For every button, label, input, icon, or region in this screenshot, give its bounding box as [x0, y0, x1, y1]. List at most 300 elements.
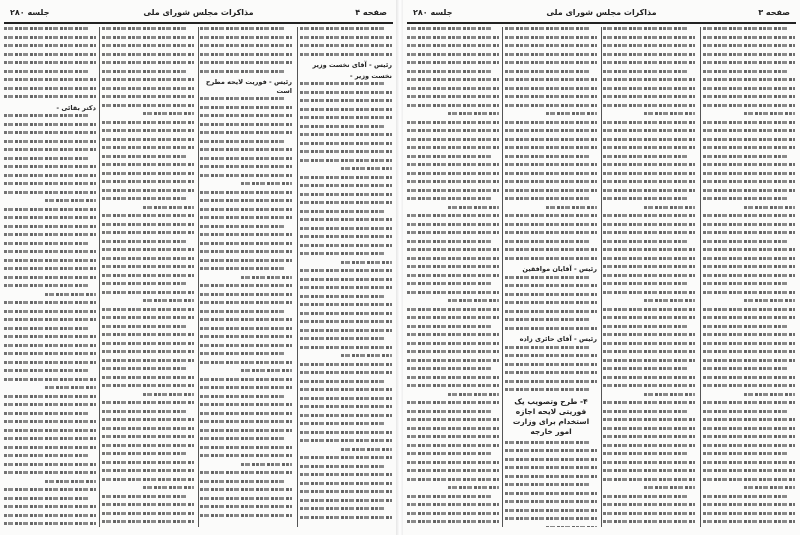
text-line [200, 157, 292, 160]
text-line [744, 393, 795, 396]
text-line [143, 112, 194, 115]
text-line [703, 274, 795, 277]
text-line [200, 429, 292, 432]
text-line [505, 70, 591, 73]
text-line [407, 469, 499, 472]
text-line [300, 278, 392, 281]
text-line [4, 250, 96, 253]
text-line [644, 486, 695, 489]
column-rule [601, 27, 602, 527]
text-line [200, 225, 286, 228]
text-line [200, 36, 292, 39]
text-line [200, 123, 292, 126]
text-line [505, 155, 591, 158]
text-line [300, 405, 392, 408]
publication-title: مذاکرات مجلس شورای ملی [546, 8, 657, 17]
text-line [200, 284, 292, 287]
text-line [505, 363, 597, 366]
text-line [102, 180, 194, 183]
text-line [505, 371, 597, 374]
text-line [603, 401, 695, 404]
text-line [603, 129, 695, 132]
text-line [200, 44, 292, 47]
text-line [407, 444, 499, 447]
text-line [505, 509, 597, 512]
text-line [603, 155, 689, 158]
text-line [200, 53, 292, 56]
text-line [603, 359, 695, 362]
text-line [200, 318, 292, 321]
text-line [603, 418, 695, 421]
text-line [407, 452, 493, 455]
text-line [102, 282, 188, 285]
text-line [603, 342, 695, 345]
text-line [505, 87, 597, 90]
text-line [300, 295, 386, 298]
text-line [703, 444, 795, 447]
text-line [102, 231, 194, 234]
text-line [300, 99, 392, 102]
text-line [4, 114, 90, 117]
text-line [300, 108, 392, 111]
text-line [505, 441, 591, 444]
text-line [703, 478, 795, 481]
text-line [505, 240, 591, 243]
text-line [407, 478, 499, 481]
text-line [200, 395, 286, 398]
text-line [200, 420, 292, 423]
text-column [200, 27, 292, 527]
text-line [407, 503, 499, 506]
text-line [407, 78, 499, 81]
text-line [4, 327, 90, 330]
text-line [505, 248, 597, 251]
text-line [102, 78, 194, 81]
text-line [300, 82, 386, 85]
text-line [703, 231, 795, 234]
text-line [603, 350, 695, 353]
text-line [102, 197, 188, 200]
text-line [102, 27, 188, 30]
text-line [603, 180, 695, 183]
text-line [4, 463, 96, 466]
text-line [4, 53, 96, 56]
session-number: جلسه ۲۸۰ [413, 8, 453, 17]
text-line [703, 180, 795, 183]
text-line [644, 299, 695, 302]
text-line [407, 410, 493, 413]
text-line [102, 36, 194, 39]
text-line [200, 199, 292, 202]
text-line [200, 61, 292, 64]
text-line [703, 503, 795, 506]
text-line [703, 95, 795, 98]
speaker-line: نخست وزیر - [349, 71, 392, 80]
text-line [407, 512, 499, 515]
speaker-line: رئیس - آقای نخست وزیر [312, 61, 392, 69]
text-line [102, 333, 194, 336]
text-line [4, 403, 96, 406]
text-line [703, 384, 795, 387]
text-line [4, 352, 96, 355]
text-line [300, 193, 392, 196]
text-line [300, 465, 386, 468]
text-line [4, 191, 96, 194]
page-number: صفحه ۴ [355, 8, 387, 17]
speaker-line: رئیس - فوریت لایحه مطرح است [205, 78, 292, 95]
text-line [644, 393, 695, 396]
speaker-line: رئیس - آقایان موافقین [522, 265, 597, 273]
text-line [603, 197, 689, 200]
text-line [300, 244, 392, 247]
text-line [407, 189, 499, 192]
text-line [603, 325, 689, 328]
text-line [4, 395, 96, 398]
text-line [703, 495, 789, 498]
text-line [603, 121, 695, 124]
text-line [143, 486, 194, 489]
text-line [603, 70, 689, 73]
text-line [407, 274, 499, 277]
text-line [703, 172, 795, 175]
text-line [4, 27, 90, 30]
text-line [200, 174, 292, 177]
text-line [407, 265, 499, 268]
text-line [505, 61, 597, 64]
text-column [102, 27, 194, 527]
text-line [102, 248, 194, 251]
text-line [407, 350, 499, 353]
text-line [407, 214, 499, 217]
text-line [102, 146, 194, 149]
text-line [300, 159, 392, 162]
text-line [505, 138, 597, 141]
text-line [407, 163, 499, 166]
text-line [4, 140, 96, 143]
text-line [505, 466, 597, 469]
text-line [341, 448, 392, 451]
text-line [407, 146, 499, 149]
text-line [703, 520, 795, 523]
text-line [45, 199, 96, 202]
text-line [407, 367, 493, 370]
text-line [603, 104, 695, 107]
text-line [407, 427, 499, 430]
text-line [505, 492, 597, 495]
text-line [300, 482, 392, 485]
text-line [505, 223, 597, 226]
text-column [407, 27, 499, 527]
text-line [505, 301, 597, 304]
text-line [603, 44, 695, 47]
text-line [102, 87, 194, 90]
publication-title: مذاکرات مجلس شورای ملی [143, 8, 254, 17]
text-line [300, 507, 386, 510]
text-line [407, 316, 499, 319]
text-line [703, 512, 795, 515]
text-line [407, 325, 493, 328]
text-line [102, 503, 194, 506]
text-line [744, 486, 795, 489]
text-line [603, 265, 695, 268]
text-line [407, 44, 499, 47]
text-line [703, 418, 795, 421]
text-line [341, 167, 392, 170]
text-line [300, 388, 392, 391]
text-line [703, 257, 795, 260]
text-line [4, 318, 96, 321]
text-line [505, 284, 597, 287]
text-line [200, 165, 292, 168]
text-line [603, 214, 695, 217]
text-line [143, 206, 194, 209]
text-line [703, 291, 795, 294]
text-line [703, 376, 795, 379]
text-line [603, 274, 695, 277]
text-line [200, 310, 286, 313]
text-line [703, 248, 795, 251]
text-line [200, 140, 286, 143]
text-line [241, 182, 292, 185]
text-column [4, 27, 96, 527]
column-rule [198, 27, 199, 527]
text-line [603, 146, 695, 149]
text-line [744, 206, 795, 209]
text-line [200, 216, 292, 219]
text-line [407, 61, 499, 64]
text-line [505, 500, 597, 503]
text-line [703, 325, 789, 328]
text-line [200, 70, 286, 73]
text-line [102, 469, 194, 472]
text-line [505, 475, 597, 478]
text-line [4, 301, 96, 304]
text-line [703, 410, 789, 413]
text-line [407, 308, 499, 311]
text-line [102, 418, 194, 421]
text-line [407, 70, 493, 73]
text-line [200, 114, 292, 117]
text-line [241, 369, 292, 372]
text-line [603, 231, 695, 234]
text-line [703, 197, 789, 200]
text-line [102, 265, 194, 268]
text-line [200, 242, 292, 245]
text-line [703, 452, 789, 455]
text-line [102, 359, 194, 362]
text-line [4, 505, 96, 508]
text-line [102, 44, 194, 47]
text-line [4, 378, 96, 381]
text-line [102, 342, 194, 345]
text-line [200, 403, 292, 406]
text-line [200, 233, 292, 236]
text-line [505, 483, 591, 486]
text-line [102, 223, 194, 226]
text-line [703, 189, 795, 192]
text-line [102, 129, 194, 132]
text-line [4, 242, 90, 245]
text-line [300, 303, 392, 306]
text-line [102, 214, 194, 217]
text-line [703, 214, 795, 217]
text-line [102, 53, 194, 56]
text-line [4, 267, 96, 270]
text-line [200, 505, 292, 508]
text-line [744, 299, 795, 302]
text-line [200, 191, 292, 194]
text-line [505, 172, 597, 175]
text-line [448, 206, 499, 209]
text-line [703, 53, 795, 56]
text-line [200, 293, 292, 296]
text-line [102, 172, 194, 175]
text-line [407, 282, 493, 285]
text-line [4, 420, 96, 423]
text-line [603, 469, 695, 472]
text-line [448, 393, 499, 396]
text-line [200, 344, 292, 347]
text-line [102, 384, 194, 387]
text-line [407, 240, 493, 243]
text-line [505, 310, 597, 313]
text-line [505, 346, 591, 349]
text-line [703, 27, 789, 30]
text-line [703, 367, 789, 370]
text-line [505, 121, 597, 124]
text-line [300, 91, 392, 94]
text-line [102, 70, 188, 73]
text-line [102, 452, 188, 455]
text-line [200, 361, 292, 364]
text-line [4, 259, 96, 262]
text-line [703, 401, 795, 404]
text-line [102, 163, 194, 166]
page-number: صفحه ۳ [758, 8, 790, 17]
text-line [4, 174, 96, 177]
text-line [200, 208, 292, 211]
text-line [4, 225, 96, 228]
text-line [703, 282, 789, 285]
text-line [4, 216, 96, 219]
text-line [546, 526, 597, 528]
text-line [200, 327, 292, 330]
text-line [300, 473, 392, 476]
text-line [300, 36, 392, 39]
text-line [200, 446, 292, 449]
text-line [603, 452, 689, 455]
text-line [4, 233, 96, 236]
text-line [300, 53, 392, 56]
text-line [102, 461, 194, 464]
text-line [505, 53, 597, 56]
text-line [703, 78, 795, 81]
text-line [603, 78, 695, 81]
text-line [300, 133, 392, 136]
text-line [102, 520, 194, 523]
text-line [703, 223, 795, 226]
text-line [603, 308, 695, 311]
text-line [603, 27, 689, 30]
text-line [703, 240, 789, 243]
text-line [603, 36, 695, 39]
text-line [603, 495, 689, 498]
text-line [300, 363, 392, 366]
text-line [603, 512, 695, 515]
text-line [4, 437, 96, 440]
text-line [603, 376, 695, 379]
text-line [200, 488, 292, 491]
text-line [505, 517, 597, 520]
text-line [603, 520, 695, 523]
text-column [505, 27, 597, 527]
text-line [102, 367, 188, 370]
text-line [200, 301, 292, 304]
text-line [505, 354, 597, 357]
text-line [45, 293, 96, 296]
text-line [744, 112, 795, 115]
text-line [4, 123, 96, 126]
text-line [300, 337, 386, 340]
text-line [505, 257, 597, 260]
text-line [407, 520, 499, 523]
text-line [200, 335, 292, 338]
text-line [546, 112, 597, 115]
text-line [300, 490, 392, 493]
text-line [200, 480, 286, 483]
text-line [603, 435, 695, 438]
text-line [505, 318, 591, 321]
text-line [407, 172, 499, 175]
text-line [300, 125, 386, 128]
text-line [300, 235, 392, 238]
text-line [4, 344, 96, 347]
text-line [300, 210, 386, 213]
text-line [703, 61, 795, 64]
text-line [4, 36, 96, 39]
text-line [300, 176, 392, 179]
column-rule [502, 27, 503, 527]
text-line [407, 257, 499, 260]
text-line [603, 87, 695, 90]
text-line [300, 142, 392, 145]
text-line [603, 333, 695, 336]
text-line [505, 380, 597, 383]
page-header [4, 8, 393, 22]
text-line [102, 376, 194, 379]
text-line [4, 471, 96, 474]
text-line [505, 44, 597, 47]
text-line [4, 148, 96, 151]
text-line [102, 274, 194, 277]
text-line [603, 248, 695, 251]
text-line [703, 333, 795, 336]
text-line [102, 291, 194, 294]
text-line [703, 359, 795, 362]
text-line [603, 257, 695, 260]
text-line [300, 499, 392, 502]
text-line [546, 206, 597, 209]
text-line [200, 27, 286, 30]
text-line [4, 429, 96, 432]
text-line [4, 412, 90, 415]
text-line [505, 276, 591, 279]
text-line [300, 27, 386, 30]
text-line [407, 138, 499, 141]
text-line [603, 138, 695, 141]
session-number: جلسه ۲۸۰ [10, 8, 50, 17]
text-line [407, 197, 493, 200]
